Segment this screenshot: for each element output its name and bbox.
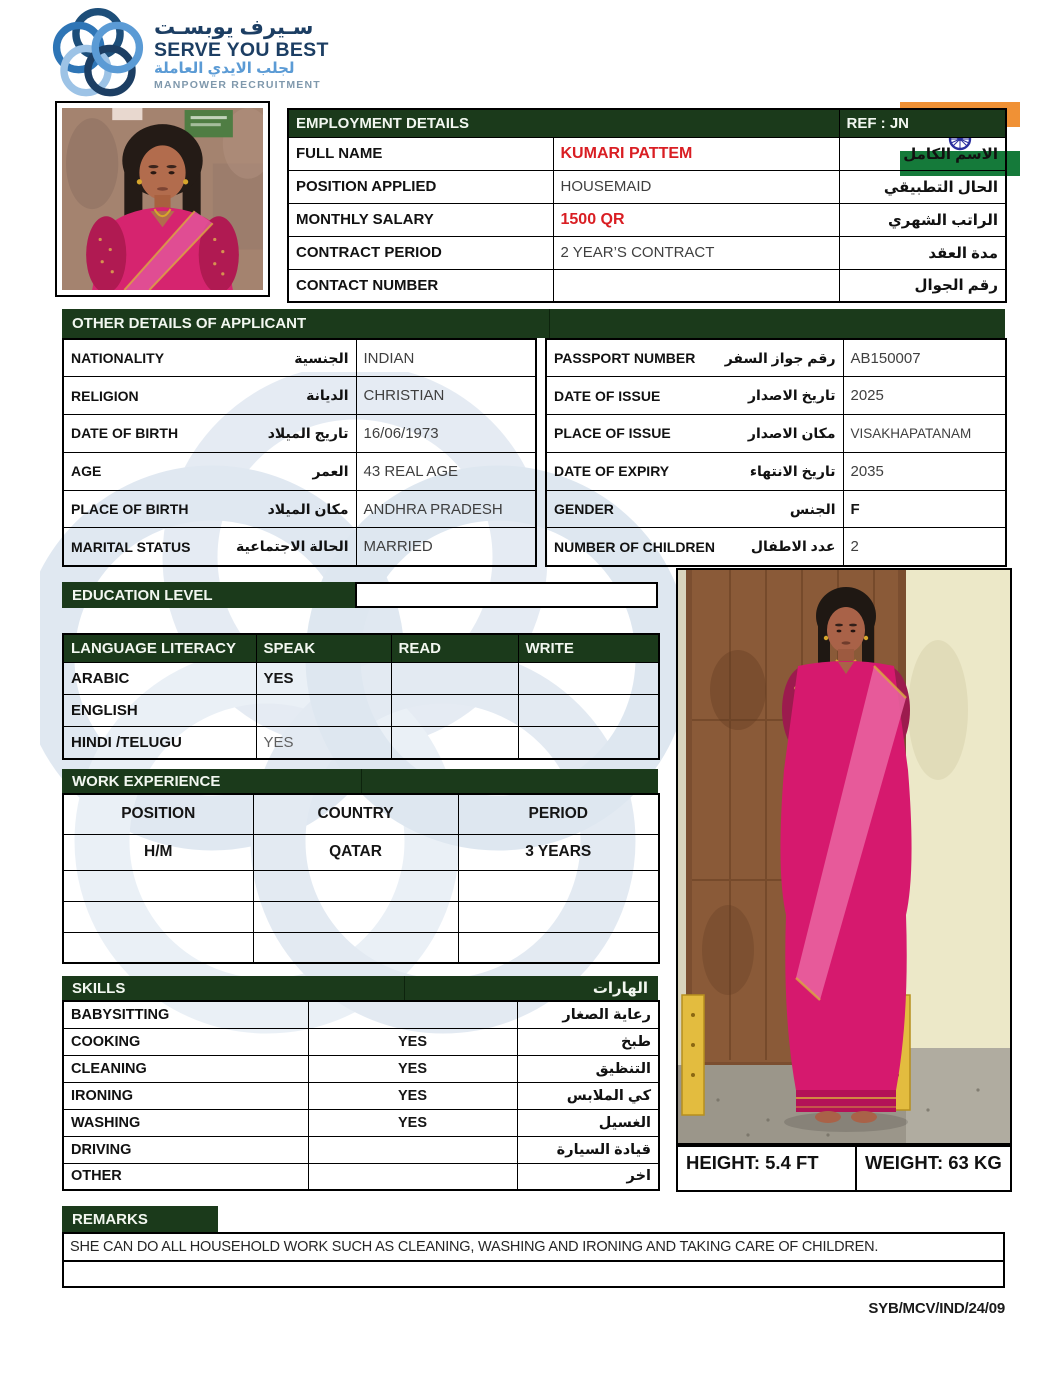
skills-table xyxy=(62,1000,660,1191)
field-value: 2 YEAR’S CONTRACT xyxy=(553,236,839,269)
field-value: VISAKHAPATANAM xyxy=(843,415,1006,453)
field-label: PASSPORT NUMBER xyxy=(554,350,696,367)
skill-name: OTHER xyxy=(63,1163,308,1190)
table-row xyxy=(63,490,536,528)
field-label-arabic: مدة العقد xyxy=(839,236,1006,269)
field-label-arabic: تاريخ الانتهاء xyxy=(749,462,836,479)
section-title: SKILLS xyxy=(72,979,126,997)
fullbody-illustration xyxy=(678,570,1010,1143)
headshot-illustration xyxy=(62,108,263,290)
other-details-right-table xyxy=(545,338,1007,567)
table-row xyxy=(63,1028,659,1055)
skill-name: WASHING xyxy=(63,1109,308,1136)
field-label: CONTACT NUMBER xyxy=(288,269,553,302)
field-label: MARITAL STATUS xyxy=(71,538,191,555)
section-title-arabic: الهارات xyxy=(592,980,648,997)
column-header: LANGUAGE LITERACY xyxy=(63,634,256,662)
table-row xyxy=(63,1109,659,1136)
field-label: MONTHLY SALARY xyxy=(288,203,553,236)
field-label-arabic: عدد الاطفال xyxy=(750,538,836,555)
field-label-arabic: الاسم الكامل xyxy=(839,137,1006,170)
language-name: ARABIC xyxy=(63,662,256,694)
remarks-header xyxy=(62,1206,218,1232)
field-label-arabic: مكان الاصدار xyxy=(747,424,836,441)
education-level-header xyxy=(62,582,355,608)
field-label-arabic: العمر xyxy=(312,462,349,479)
read-value xyxy=(391,694,518,726)
other-details-left-table xyxy=(62,338,537,567)
field-label-arabic: رقم الجوال xyxy=(839,269,1006,302)
table-row xyxy=(63,662,659,694)
field-value: ANDHRA PRADESH xyxy=(356,490,536,528)
field-label: DATE OF BIRTH xyxy=(71,425,179,442)
section-title: WORK EXPERIENCE xyxy=(72,772,221,790)
skill-value: YES xyxy=(308,1055,517,1082)
field-label: POSITION APPLIED xyxy=(288,170,553,203)
speak-value xyxy=(256,694,391,726)
field-value: MARRIED xyxy=(356,528,536,566)
skill-name: CLEANING xyxy=(63,1055,308,1082)
table-row xyxy=(63,528,536,566)
section-title: OTHER DETAILS OF APPLICANT xyxy=(72,315,307,332)
skill-arabic: كي الملابس xyxy=(517,1082,659,1109)
document-reference-code: SYB/MCV/IND/24/09 xyxy=(868,1300,1005,1317)
period-value xyxy=(458,870,659,901)
skill-value xyxy=(308,1001,517,1028)
skill-value: YES xyxy=(308,1082,517,1109)
body-stats-row xyxy=(676,1145,1012,1192)
skill-value: YES xyxy=(308,1028,517,1055)
country-value xyxy=(253,932,458,963)
skill-name: BABYSITTING xyxy=(63,1001,308,1028)
table-row xyxy=(288,137,1006,170)
table-row xyxy=(63,1055,659,1082)
column-header: SPEAK xyxy=(256,634,391,662)
weight-value: WEIGHT: 63 KG xyxy=(865,1152,1002,1173)
field-label-arabic: تاريخ الاصدار xyxy=(747,387,836,404)
field-label-arabic: مكان الميلاد xyxy=(267,500,349,517)
employment-ref: REF : JN xyxy=(839,109,1006,137)
field-value: 2035 xyxy=(843,452,1006,490)
table-row xyxy=(63,339,536,377)
remarks-empty-row xyxy=(62,1260,1005,1288)
field-value: CHRISTIAN xyxy=(356,377,536,415)
field-value: AB150007 xyxy=(843,339,1006,377)
brand-tagline: MANPOWER RECRUITMENT xyxy=(154,79,321,92)
remarks-text: SHE CAN DO ALL HOUSEHOLD WORK SUCH AS CLEANING, WASHING AND IRONING AND TAKING CARE OF CHILDREN. xyxy=(62,1232,1005,1262)
field-label: NATIONALITY xyxy=(71,350,165,367)
field-label: GENDER xyxy=(554,501,614,518)
column-header: WRITE xyxy=(518,634,659,662)
table-row xyxy=(63,727,659,759)
skill-value xyxy=(308,1163,517,1190)
field-value: HOUSEMAID xyxy=(553,170,839,203)
field-label: RELIGION xyxy=(71,387,139,404)
column-header: POSITION xyxy=(63,794,253,834)
table-row xyxy=(546,528,1006,566)
table-row xyxy=(546,339,1006,377)
skill-arabic: التنظيق xyxy=(517,1055,659,1082)
table-row xyxy=(63,932,659,963)
skill-name: COOKING xyxy=(63,1028,308,1055)
section-title: REMARKS xyxy=(72,1210,148,1228)
country-value xyxy=(253,901,458,932)
table-row xyxy=(63,415,536,453)
field-value: 1500 QR xyxy=(553,203,839,236)
field-label-arabic: الجنس xyxy=(789,500,836,517)
skill-arabic: اخر xyxy=(517,1163,659,1190)
field-value: INDIAN xyxy=(356,339,536,377)
work-experience-table xyxy=(62,793,660,964)
table-row xyxy=(288,203,1006,236)
position-value: H/M xyxy=(63,834,253,870)
language-literacy-table xyxy=(62,633,660,760)
applicant-fullbody-photo xyxy=(676,568,1012,1145)
field-label: PLACE OF ISSUE xyxy=(554,425,671,442)
field-value: 2025 xyxy=(843,377,1006,415)
table-row xyxy=(546,452,1006,490)
language-name: HINDI /TELUGU xyxy=(63,727,256,759)
table-row xyxy=(63,694,659,726)
table-row xyxy=(288,170,1006,203)
table-row xyxy=(63,1082,659,1109)
table-row xyxy=(63,1136,659,1163)
country-value: QATAR xyxy=(253,834,458,870)
country-value xyxy=(253,870,458,901)
write-value xyxy=(518,727,659,759)
skill-arabic: الغسيل xyxy=(517,1109,659,1136)
column-header: PERIOD xyxy=(458,794,659,834)
field-value: KUMARI PATTEM xyxy=(553,137,839,170)
period-value xyxy=(458,932,659,963)
skill-name: DRIVING xyxy=(63,1136,308,1163)
other-details-header xyxy=(62,309,1005,338)
table-row xyxy=(63,1163,659,1190)
position-value xyxy=(63,870,253,901)
field-label-arabic: الديانة xyxy=(306,387,349,404)
skill-arabic: رعاية الصغار xyxy=(517,1001,659,1028)
read-value xyxy=(391,662,518,694)
position-value xyxy=(63,901,253,932)
table-row xyxy=(63,377,536,415)
employment-details-table xyxy=(287,108,1007,303)
brand-arabic-name: سـيرف يوبسـت xyxy=(154,16,314,40)
table-row xyxy=(63,901,659,932)
table-row xyxy=(288,269,1006,302)
table-row xyxy=(63,870,659,901)
field-label-arabic: الراتب الشهري xyxy=(839,203,1006,236)
table-row xyxy=(63,834,659,870)
section-title: EDUCATION LEVEL xyxy=(72,586,213,604)
field-value: 16/06/1973 xyxy=(356,415,536,453)
skill-value: YES xyxy=(308,1109,517,1136)
column-header: READ xyxy=(391,634,518,662)
field-label: AGE xyxy=(71,463,102,480)
field-value: F xyxy=(843,490,1006,528)
skills-header xyxy=(62,976,658,1000)
field-label: DATE OF EXPIRY xyxy=(554,463,670,480)
table-row xyxy=(288,236,1006,269)
read-value xyxy=(391,727,518,759)
field-label-arabic: الحال التطبيقي xyxy=(839,170,1006,203)
table-row xyxy=(546,377,1006,415)
table-row xyxy=(546,415,1006,453)
field-label: CONTRACT PERIOD xyxy=(288,236,553,269)
field-label-arabic: تاريج الميلاد xyxy=(267,424,349,441)
brand-name: SERVE YOU BEST xyxy=(154,38,329,61)
write-value xyxy=(518,694,659,726)
brand-arabic-tagline: لجلب الايدي العاملة xyxy=(154,60,295,78)
field-label: NUMBER OF CHILDREN xyxy=(554,538,715,555)
field-label-arabic: الحالة الاجتماعية xyxy=(236,538,349,555)
field-label: FULL NAME xyxy=(288,137,553,170)
field-label: DATE OF ISSUE xyxy=(554,387,661,404)
employment-title: EMPLOYMENT DETAILS xyxy=(288,109,839,137)
field-label: PLACE OF BIRTH xyxy=(71,501,189,518)
field-value: 2 xyxy=(843,528,1006,566)
skill-value xyxy=(308,1136,517,1163)
applicant-headshot-photo xyxy=(55,101,270,297)
speak-value: YES xyxy=(256,727,391,759)
column-header: COUNTRY xyxy=(253,794,458,834)
brand-header xyxy=(52,8,1062,100)
position-value xyxy=(63,932,253,963)
field-label-arabic: الجنسية xyxy=(294,349,349,366)
field-value xyxy=(553,269,839,302)
field-label-arabic: رقم جواز السفر xyxy=(724,349,836,366)
height-value: HEIGHT: 5.4 FT xyxy=(678,1147,857,1190)
field-value: 43 REAL AGE xyxy=(356,452,536,490)
language-name: ENGLISH xyxy=(63,694,256,726)
table-row xyxy=(546,490,1006,528)
work-experience-header xyxy=(62,769,658,793)
skill-arabic: قيادة السيارة xyxy=(517,1136,659,1163)
skill-arabic: طبخ xyxy=(517,1028,659,1055)
education-level-value xyxy=(355,582,658,608)
write-value xyxy=(518,662,659,694)
table-row xyxy=(63,1001,659,1028)
period-value xyxy=(458,901,659,932)
skill-name: IRONING xyxy=(63,1082,308,1109)
period-value: 3 YEARS xyxy=(458,834,659,870)
table-row xyxy=(63,452,536,490)
speak-value: YES xyxy=(256,662,391,694)
brand-logo-icon xyxy=(52,8,144,100)
